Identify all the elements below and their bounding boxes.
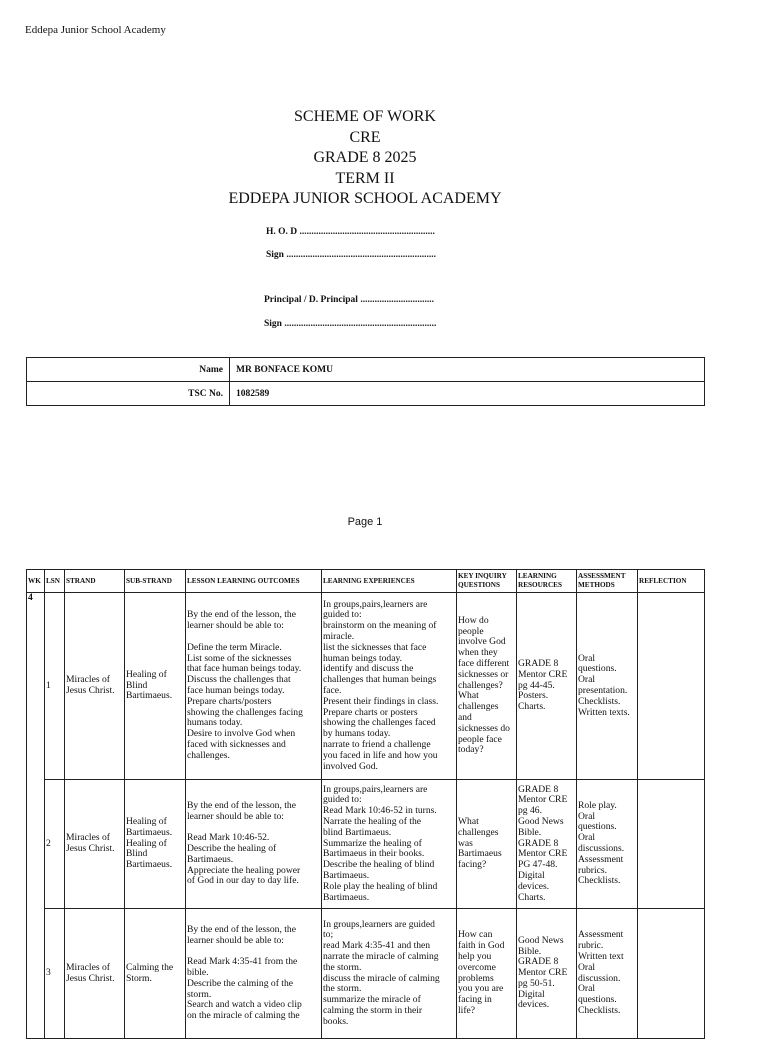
experiences-cell: In groups,learners are guided to; read Mark 4:35-41 and then narrate the miracle of calming the storm. discuss the miracle of calming the storm. summarize the miracle of calming the storm in their books. bbox=[323, 918, 440, 1027]
title-line-4: TERM II bbox=[335, 169, 395, 187]
title-line-1: SCHEME OF WORK bbox=[294, 108, 436, 125]
principal-sign-line: Sign ................................................................ bbox=[264, 319, 437, 329]
title-line-3: GRADE 8 2025 bbox=[313, 149, 417, 166]
experiences-cell: In groups,pairs,learners are guided to: Read Mark 10:46-52 in turns. Narrate the healing of the blind Bartimaeus. Summarize the healing of Bartimaeus in their books. Describe the healing of blind Bartimaeus. Role play the healing of blind Bartimaeus. bbox=[323, 783, 438, 903]
principal-signature-line: Principal / D. Principal ............................... bbox=[264, 295, 434, 305]
name-value: MR BONFACE KOMU bbox=[230, 358, 705, 382]
header-strand: STRAND bbox=[65, 570, 125, 593]
hod-sign-line: Sign ............................................................... bbox=[266, 250, 436, 260]
header-school-name: Eddepa Junior School Academy bbox=[25, 24, 166, 36]
outcomes-cell: By the end of the lesson, the learner should be able to: Define the term Miracle. List some of the sicknesses that face human beings today. Discuss the challenges that face human beings today. Prepare charts/posters showing the challenges facing humans today. Desire to involve God when faced with sicknesses and challenges. bbox=[187, 609, 303, 761]
lesson-number: 1 bbox=[45, 593, 65, 780]
header-experiences: LEARNING EXPERIENCES bbox=[322, 570, 457, 593]
header-outcomes: LESSON LEARNING OUTCOMES bbox=[186, 570, 322, 593]
header-reflection: REFLECTION bbox=[638, 570, 705, 593]
resources-cell: GRADE 8 Mentor CRE pg 44-45. Posters. Charts. bbox=[518, 658, 568, 713]
scheme-of-work-table bbox=[26, 569, 705, 1039]
table-row bbox=[27, 593, 705, 780]
teacher-name-row bbox=[27, 358, 705, 382]
assessment-cell: Role play. Oral questions. Oral discussions. Assessment rubrics. Checklists. bbox=[578, 799, 625, 887]
questions-cell: How do people involve God when they face different sicknesses or challenges? What challenges and sicknesses do people face today? bbox=[458, 614, 510, 756]
strand-cell: Miracles of Jesus Christ. bbox=[66, 832, 115, 854]
table-row bbox=[27, 909, 705, 1039]
title-line-2: CRE bbox=[349, 128, 381, 146]
header-wk: WK bbox=[27, 570, 45, 593]
resources-cell: GRADE 8 Mentor CRE pg 46. Good News Bible. GRADE 8 Mentor CRE PG 47-48. Digital devices. Charts. bbox=[518, 783, 568, 903]
strand-cell: Miracles of Jesus Christ. bbox=[66, 674, 115, 696]
outcomes-cell: By the end of the lesson, the learner should be able to: Read Mark 10:46-52. Describe the healing of Bartimaeus. Appreciate the healing power of God in our day to day life. bbox=[187, 799, 301, 887]
header-assessment: ASSESSMENT METHODS bbox=[577, 570, 638, 593]
outcomes-cell: By the end of the lesson, the learner should be able to: Read Mark 4:35-41 from the bible. Describe the calming of the storm. Search and watch a video clip on the miracle of calming the bbox=[187, 923, 302, 1022]
substrand-cell: Calming the Storm. bbox=[126, 961, 174, 984]
substrand-cell: Healing of Bartimaeus. Healing of Blind Bartimaeus. bbox=[126, 816, 173, 871]
title-line-5: EDDEPA JUNIOR SCHOOL ACADEMY bbox=[228, 190, 502, 207]
reflection-cell bbox=[638, 593, 705, 780]
header-substrand: SUB-STRAND bbox=[125, 570, 186, 593]
strand-cell: Miracles of Jesus Christ. bbox=[66, 961, 115, 984]
experiences-cell: In groups,pairs,learners are guided to: brainstorm on the meaning of miracle. list the sicknesses that face human beings today. identify and discuss the challenges that human beings face. Present their findings in class. Prepare charts or posters showing the challenges faced by humans today. narrate to friend a challenge you faced in life and how you involved God. bbox=[323, 598, 439, 772]
table-row bbox=[27, 780, 705, 909]
tsc-value: 1082589 bbox=[230, 382, 705, 406]
header-lsn: LSN bbox=[45, 570, 65, 593]
lesson-number: 3 bbox=[45, 909, 65, 1039]
reflection-cell bbox=[638, 909, 705, 1039]
week-cell: 4 bbox=[27, 593, 45, 1039]
tsc-row bbox=[27, 382, 705, 406]
questions-cell: What challenges was Bartimaeus facing? bbox=[458, 816, 502, 871]
document-title bbox=[0, 107, 730, 210]
page-number: Page 1 bbox=[347, 516, 383, 528]
hod-signature-line: H. O. D ......................................................... bbox=[266, 227, 435, 237]
scheme-header-row bbox=[27, 570, 705, 593]
assessment-cell: Assessment rubric. Written text Oral discussion. Oral questions. Checklists. bbox=[578, 929, 624, 1016]
teacher-info-table bbox=[26, 357, 705, 406]
header-questions: KEY INQUIRY QUESTIONS bbox=[457, 570, 517, 593]
substrand-cell: Healing of Blind Bartimaeus. bbox=[126, 668, 173, 702]
name-label: Name bbox=[27, 358, 230, 382]
lesson-number: 2 bbox=[45, 780, 65, 909]
tsc-label: TSC No. bbox=[27, 382, 230, 406]
assessment-cell: Oral questions. Oral presentation. Checklists. Written texts. bbox=[578, 652, 630, 718]
questions-cell: How can faith in God help you overcome problems you you are facing in life? bbox=[458, 929, 505, 1016]
reflection-cell bbox=[638, 780, 705, 909]
resources-cell: Good News Bible. GRADE 8 Mentor CRE pg 50-51. Digital devices. bbox=[518, 934, 568, 1011]
header-resources: LEARNING RESOURCES bbox=[517, 570, 577, 593]
